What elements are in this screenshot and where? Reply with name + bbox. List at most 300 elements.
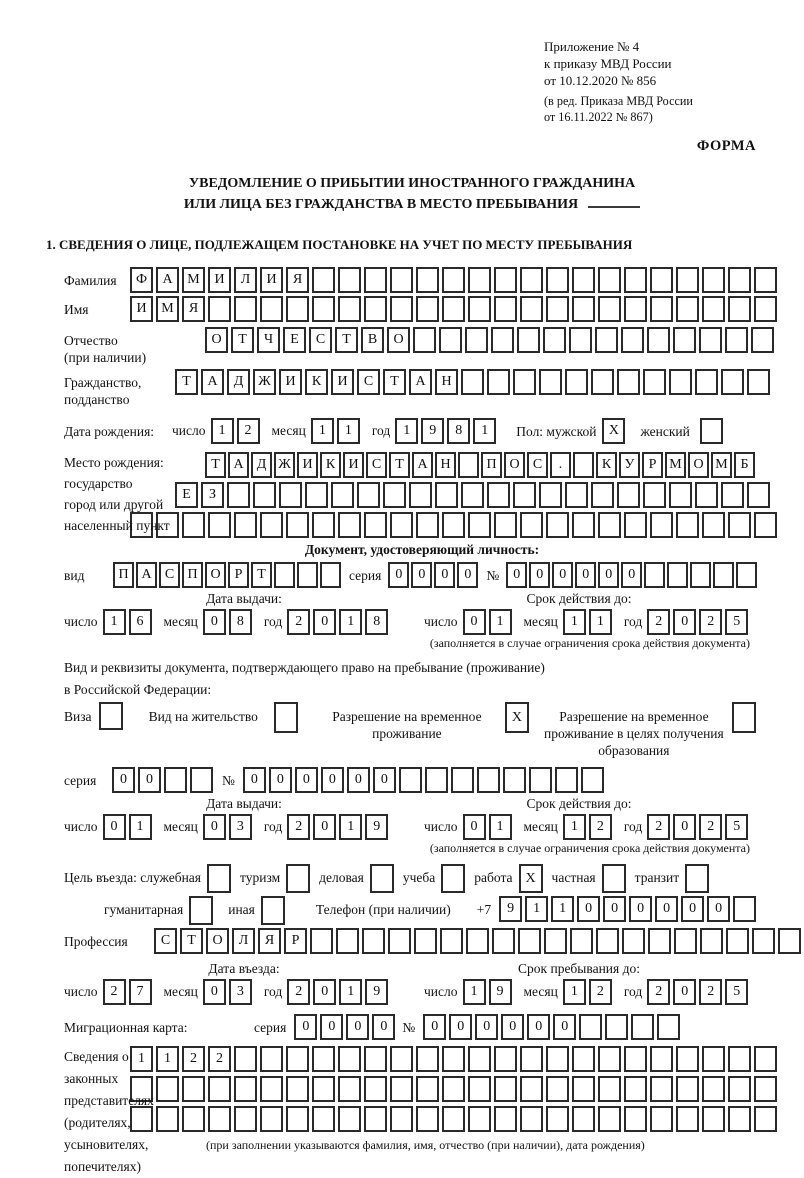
char-box[interactable]: [234, 512, 257, 538]
char-box[interactable]: [673, 327, 696, 353]
char-box[interactable]: Н: [435, 369, 458, 395]
char-box[interactable]: [754, 296, 777, 322]
char-box[interactable]: Я: [182, 296, 205, 322]
char-box[interactable]: 0: [707, 896, 730, 922]
char-box[interactable]: [494, 1106, 517, 1132]
char-box[interactable]: [674, 928, 697, 954]
char-box[interactable]: [624, 296, 647, 322]
char-box[interactable]: [754, 1076, 777, 1102]
char-box[interactable]: [622, 928, 645, 954]
char-box[interactable]: 2: [237, 418, 260, 444]
char-box[interactable]: У: [619, 452, 640, 478]
char-box[interactable]: [650, 1106, 673, 1132]
char-box[interactable]: 0: [313, 609, 336, 635]
char-box[interactable]: [227, 482, 250, 508]
purpose-official-checkbox[interactable]: [207, 864, 231, 893]
char-box[interactable]: 9: [365, 814, 388, 840]
char-box[interactable]: С: [527, 452, 548, 478]
char-box[interactable]: 1: [563, 609, 586, 635]
char-box[interactable]: [572, 1046, 595, 1072]
char-box[interactable]: [754, 267, 777, 293]
char-box[interactable]: К: [596, 452, 617, 478]
char-box[interactable]: [439, 327, 462, 353]
char-box[interactable]: 0: [529, 562, 550, 588]
char-box[interactable]: [492, 928, 515, 954]
char-box[interactable]: [190, 767, 213, 793]
char-box[interactable]: [487, 369, 510, 395]
char-box[interactable]: [338, 1076, 361, 1102]
char-box[interactable]: М: [156, 296, 179, 322]
char-box[interactable]: 1: [563, 979, 586, 1005]
char-box[interactable]: [503, 767, 526, 793]
char-box[interactable]: [156, 1076, 179, 1102]
char-box[interactable]: [624, 267, 647, 293]
char-box[interactable]: .: [550, 452, 571, 478]
char-box[interactable]: 0: [434, 562, 455, 588]
char-box[interactable]: [338, 1106, 361, 1132]
char-box[interactable]: [234, 1046, 257, 1072]
char-box[interactable]: [208, 1076, 231, 1102]
char-box[interactable]: [442, 1046, 465, 1072]
char-box[interactable]: А: [409, 369, 432, 395]
char-box[interactable]: 0: [423, 1014, 446, 1040]
char-box[interactable]: [544, 928, 567, 954]
char-box[interactable]: Я: [258, 928, 281, 954]
purpose-tourism-checkbox[interactable]: [286, 864, 310, 893]
char-box[interactable]: [494, 267, 517, 293]
char-box[interactable]: [598, 296, 621, 322]
char-box[interactable]: [338, 267, 361, 293]
char-box[interactable]: [529, 767, 552, 793]
char-box[interactable]: [260, 1076, 283, 1102]
char-box[interactable]: 0: [603, 896, 626, 922]
char-box[interactable]: [520, 1046, 543, 1072]
char-box[interactable]: [555, 767, 578, 793]
char-box[interactable]: С: [366, 452, 387, 478]
char-box[interactable]: [596, 928, 619, 954]
char-box[interactable]: [747, 482, 770, 508]
char-box[interactable]: 2: [287, 979, 310, 1005]
char-box[interactable]: [728, 267, 751, 293]
char-box[interactable]: [390, 1076, 413, 1102]
char-box[interactable]: [520, 267, 543, 293]
purpose-study-checkbox[interactable]: [441, 864, 465, 893]
char-box[interactable]: Р: [284, 928, 307, 954]
char-box[interactable]: [751, 327, 774, 353]
char-box[interactable]: [624, 1106, 647, 1132]
char-box[interactable]: [695, 369, 718, 395]
char-box[interactable]: И: [279, 369, 302, 395]
char-box[interactable]: 2: [208, 1046, 231, 1072]
char-box[interactable]: [546, 512, 569, 538]
char-box[interactable]: [643, 369, 666, 395]
char-box[interactable]: [487, 482, 510, 508]
char-box[interactable]: [164, 767, 187, 793]
char-box[interactable]: [579, 1014, 602, 1040]
char-box[interactable]: 0: [457, 562, 478, 588]
char-box[interactable]: Л: [234, 267, 257, 293]
char-box[interactable]: [702, 1076, 725, 1102]
char-box[interactable]: [591, 482, 614, 508]
char-box[interactable]: Н: [435, 452, 456, 478]
char-box[interactable]: О: [387, 327, 410, 353]
char-box[interactable]: [442, 512, 465, 538]
char-box[interactable]: 0: [463, 814, 486, 840]
char-box[interactable]: [572, 267, 595, 293]
char-box[interactable]: О: [205, 327, 228, 353]
char-box[interactable]: М: [665, 452, 686, 478]
char-box[interactable]: [647, 327, 670, 353]
char-box[interactable]: [440, 928, 463, 954]
char-box[interactable]: Т: [180, 928, 203, 954]
char-box[interactable]: [598, 512, 621, 538]
char-box[interactable]: [364, 1076, 387, 1102]
char-box[interactable]: [546, 296, 569, 322]
char-box[interactable]: Д: [227, 369, 250, 395]
char-box[interactable]: [702, 1106, 725, 1132]
char-box[interactable]: И: [343, 452, 364, 478]
char-box[interactable]: К: [320, 452, 341, 478]
char-box[interactable]: [572, 1106, 595, 1132]
char-box[interactable]: 0: [463, 609, 486, 635]
char-box[interactable]: [468, 1076, 491, 1102]
char-box[interactable]: Т: [251, 562, 272, 588]
char-box[interactable]: [253, 482, 276, 508]
char-box[interactable]: 0: [347, 767, 370, 793]
char-box[interactable]: [416, 512, 439, 538]
char-box[interactable]: А: [412, 452, 433, 478]
char-box[interactable]: [390, 267, 413, 293]
char-box[interactable]: [726, 928, 749, 954]
char-box[interactable]: [605, 1014, 628, 1040]
char-box[interactable]: А: [201, 369, 224, 395]
gender-male-checkbox[interactable]: X: [602, 418, 625, 444]
char-box[interactable]: А: [228, 452, 249, 478]
char-box[interactable]: 0: [552, 562, 573, 588]
char-box[interactable]: [312, 1106, 335, 1132]
char-box[interactable]: [338, 1046, 361, 1072]
char-box[interactable]: [468, 296, 491, 322]
char-box[interactable]: 0: [372, 1014, 395, 1040]
char-box[interactable]: [518, 928, 541, 954]
char-box[interactable]: Б: [734, 452, 755, 478]
char-box[interactable]: [305, 482, 328, 508]
char-box[interactable]: [442, 267, 465, 293]
char-box[interactable]: [260, 512, 283, 538]
char-box[interactable]: 5: [725, 814, 748, 840]
char-box[interactable]: [312, 296, 335, 322]
char-box[interactable]: [728, 1106, 751, 1132]
char-box[interactable]: 2: [287, 609, 310, 635]
char-box[interactable]: 3: [229, 979, 252, 1005]
char-box[interactable]: Т: [175, 369, 198, 395]
char-box[interactable]: [728, 296, 751, 322]
temp-residence-edu-checkbox[interactable]: [732, 702, 756, 733]
char-box[interactable]: 0: [203, 609, 226, 635]
char-box[interactable]: 2: [699, 979, 722, 1005]
char-box[interactable]: П: [481, 452, 502, 478]
char-box[interactable]: [286, 512, 309, 538]
char-box[interactable]: [383, 482, 406, 508]
char-box[interactable]: [778, 928, 801, 954]
char-box[interactable]: [491, 327, 514, 353]
char-box[interactable]: [624, 512, 647, 538]
char-box[interactable]: [539, 482, 562, 508]
char-box[interactable]: 0: [203, 979, 226, 1005]
char-box[interactable]: Т: [389, 452, 410, 478]
char-box[interactable]: [728, 512, 751, 538]
char-box[interactable]: [425, 767, 448, 793]
char-box[interactable]: Л: [232, 928, 255, 954]
purpose-business-checkbox[interactable]: [370, 864, 394, 893]
char-box[interactable]: 0: [269, 767, 292, 793]
char-box[interactable]: [754, 512, 777, 538]
char-box[interactable]: 1: [563, 814, 586, 840]
char-box[interactable]: [208, 1106, 231, 1132]
char-box[interactable]: [442, 1076, 465, 1102]
char-box[interactable]: 0: [313, 979, 336, 1005]
char-box[interactable]: [520, 1076, 543, 1102]
char-box[interactable]: 1: [103, 609, 126, 635]
char-box[interactable]: 1: [473, 418, 496, 444]
char-box[interactable]: [595, 327, 618, 353]
char-box[interactable]: 1: [489, 814, 512, 840]
char-box[interactable]: 1: [339, 609, 362, 635]
char-box[interactable]: 2: [699, 814, 722, 840]
char-box[interactable]: Е: [175, 482, 198, 508]
char-box[interactable]: 2: [103, 979, 126, 1005]
char-box[interactable]: [728, 1046, 751, 1072]
char-box[interactable]: 1: [129, 814, 152, 840]
char-box[interactable]: [690, 562, 711, 588]
char-box[interactable]: 1: [463, 979, 486, 1005]
char-box[interactable]: 0: [388, 562, 409, 588]
char-box[interactable]: [643, 482, 666, 508]
char-box[interactable]: [442, 1106, 465, 1132]
char-box[interactable]: [416, 1106, 439, 1132]
char-box[interactable]: 1: [211, 418, 234, 444]
char-box[interactable]: [435, 482, 458, 508]
char-box[interactable]: 0: [655, 896, 678, 922]
char-box[interactable]: [728, 1076, 751, 1102]
char-box[interactable]: [650, 1076, 673, 1102]
char-box[interactable]: [390, 1106, 413, 1132]
char-box[interactable]: [234, 296, 257, 322]
purpose-transit-checkbox[interactable]: [685, 864, 709, 893]
char-box[interactable]: [388, 928, 411, 954]
char-box[interactable]: Р: [642, 452, 663, 478]
char-box[interactable]: [286, 1046, 309, 1072]
char-box[interactable]: А: [156, 267, 179, 293]
char-box[interactable]: 9: [421, 418, 444, 444]
char-box[interactable]: 0: [373, 767, 396, 793]
char-box[interactable]: [234, 1076, 257, 1102]
char-box[interactable]: 9: [365, 979, 388, 1005]
char-box[interactable]: 1: [339, 979, 362, 1005]
char-box[interactable]: [338, 512, 361, 538]
char-box[interactable]: О: [206, 928, 229, 954]
char-box[interactable]: [416, 1046, 439, 1072]
char-box[interactable]: [565, 482, 588, 508]
char-box[interactable]: [364, 267, 387, 293]
char-box[interactable]: [546, 1106, 569, 1132]
char-box[interactable]: 5: [725, 609, 748, 635]
char-box[interactable]: 2: [699, 609, 722, 635]
purpose-work-checkbox[interactable]: X: [519, 864, 543, 893]
char-box[interactable]: 2: [647, 979, 670, 1005]
char-box[interactable]: И: [130, 296, 153, 322]
char-box[interactable]: 8: [365, 609, 388, 635]
char-box[interactable]: [573, 452, 594, 478]
char-box[interactable]: [494, 512, 517, 538]
char-box[interactable]: [364, 512, 387, 538]
char-box[interactable]: 1: [156, 1046, 179, 1072]
char-box[interactable]: 0: [621, 562, 642, 588]
char-box[interactable]: [631, 1014, 654, 1040]
char-box[interactable]: [468, 1046, 491, 1072]
char-box[interactable]: [260, 296, 283, 322]
char-box[interactable]: [234, 1106, 257, 1132]
char-box[interactable]: Ф: [130, 267, 153, 293]
char-box[interactable]: 1: [130, 1046, 153, 1072]
char-box[interactable]: [390, 512, 413, 538]
char-box[interactable]: 1: [311, 418, 334, 444]
char-box[interactable]: [520, 296, 543, 322]
char-box[interactable]: [520, 1106, 543, 1132]
char-box[interactable]: [624, 1046, 647, 1072]
char-box[interactable]: [598, 1106, 621, 1132]
char-box[interactable]: [182, 1076, 205, 1102]
char-box[interactable]: 5: [725, 979, 748, 1005]
char-box[interactable]: [362, 928, 385, 954]
char-box[interactable]: 0: [295, 767, 318, 793]
char-box[interactable]: 0: [313, 814, 336, 840]
char-box[interactable]: 0: [501, 1014, 524, 1040]
char-box[interactable]: [617, 482, 640, 508]
char-box[interactable]: 0: [243, 767, 266, 793]
char-box[interactable]: 0: [629, 896, 652, 922]
residence-permit-checkbox[interactable]: [274, 702, 298, 733]
char-box[interactable]: В: [361, 327, 384, 353]
char-box[interactable]: [702, 267, 725, 293]
char-box[interactable]: [357, 482, 380, 508]
char-box[interactable]: 2: [647, 814, 670, 840]
char-box[interactable]: З: [201, 482, 224, 508]
char-box[interactable]: [598, 267, 621, 293]
char-box[interactable]: [700, 928, 723, 954]
char-box[interactable]: [539, 369, 562, 395]
char-box[interactable]: 0: [138, 767, 161, 793]
char-box[interactable]: [650, 512, 673, 538]
char-box[interactable]: [546, 267, 569, 293]
char-box[interactable]: [570, 928, 593, 954]
char-box[interactable]: 0: [112, 767, 135, 793]
char-box[interactable]: [182, 1106, 205, 1132]
char-box[interactable]: Ж: [274, 452, 295, 478]
char-box[interactable]: О: [205, 562, 226, 588]
char-box[interactable]: [572, 512, 595, 538]
char-box[interactable]: [312, 512, 335, 538]
char-box[interactable]: Т: [335, 327, 358, 353]
char-box[interactable]: 2: [182, 1046, 205, 1072]
char-box[interactable]: [312, 267, 335, 293]
char-box[interactable]: Р: [228, 562, 249, 588]
char-box[interactable]: С: [357, 369, 380, 395]
purpose-private-checkbox[interactable]: [602, 864, 626, 893]
char-box[interactable]: [468, 267, 491, 293]
char-box[interactable]: [513, 369, 536, 395]
char-box[interactable]: [494, 1046, 517, 1072]
char-box[interactable]: [451, 767, 474, 793]
char-box[interactable]: [543, 327, 566, 353]
char-box[interactable]: 0: [475, 1014, 498, 1040]
char-box[interactable]: 1: [337, 418, 360, 444]
char-box[interactable]: К: [305, 369, 328, 395]
purpose-other-checkbox[interactable]: [261, 896, 285, 925]
char-box[interactable]: [733, 896, 756, 922]
char-box[interactable]: [513, 482, 536, 508]
char-box[interactable]: Е: [283, 327, 306, 353]
char-box[interactable]: 0: [411, 562, 432, 588]
char-box[interactable]: [466, 928, 489, 954]
char-box[interactable]: П: [182, 562, 203, 588]
char-box[interactable]: 0: [203, 814, 226, 840]
char-box[interactable]: [320, 562, 341, 588]
char-box[interactable]: Ж: [253, 369, 276, 395]
char-box[interactable]: [156, 1106, 179, 1132]
char-box[interactable]: Т: [205, 452, 226, 478]
char-box[interactable]: 0: [321, 767, 344, 793]
char-box[interactable]: М: [182, 267, 205, 293]
char-box[interactable]: [208, 296, 231, 322]
char-box[interactable]: 0: [598, 562, 619, 588]
char-box[interactable]: Ч: [257, 327, 280, 353]
char-box[interactable]: 0: [577, 896, 600, 922]
char-box[interactable]: [399, 767, 422, 793]
char-box[interactable]: [676, 512, 699, 538]
char-box[interactable]: [572, 1076, 595, 1102]
char-box[interactable]: [598, 1076, 621, 1102]
char-box[interactable]: 0: [673, 979, 696, 1005]
char-box[interactable]: 3: [229, 814, 252, 840]
char-box[interactable]: [461, 482, 484, 508]
char-box[interactable]: [416, 296, 439, 322]
char-box[interactable]: [676, 1046, 699, 1072]
char-box[interactable]: [752, 928, 775, 954]
char-box[interactable]: 0: [103, 814, 126, 840]
char-box[interactable]: 1: [589, 609, 612, 635]
char-box[interactable]: С: [159, 562, 180, 588]
char-box[interactable]: [699, 327, 722, 353]
char-box[interactable]: [336, 928, 359, 954]
char-box[interactable]: [260, 1046, 283, 1072]
char-box[interactable]: [390, 1046, 413, 1072]
char-box[interactable]: 0: [449, 1014, 472, 1040]
char-box[interactable]: [676, 296, 699, 322]
char-box[interactable]: [390, 296, 413, 322]
char-box[interactable]: [747, 369, 770, 395]
char-box[interactable]: [310, 928, 333, 954]
char-box[interactable]: [413, 327, 436, 353]
char-box[interactable]: Т: [231, 327, 254, 353]
char-box[interactable]: П: [113, 562, 134, 588]
char-box[interactable]: [416, 1076, 439, 1102]
char-box[interactable]: Д: [251, 452, 272, 478]
char-box[interactable]: [648, 928, 671, 954]
char-box[interactable]: 2: [287, 814, 310, 840]
char-box[interactable]: [624, 1076, 647, 1102]
char-box[interactable]: [274, 562, 295, 588]
